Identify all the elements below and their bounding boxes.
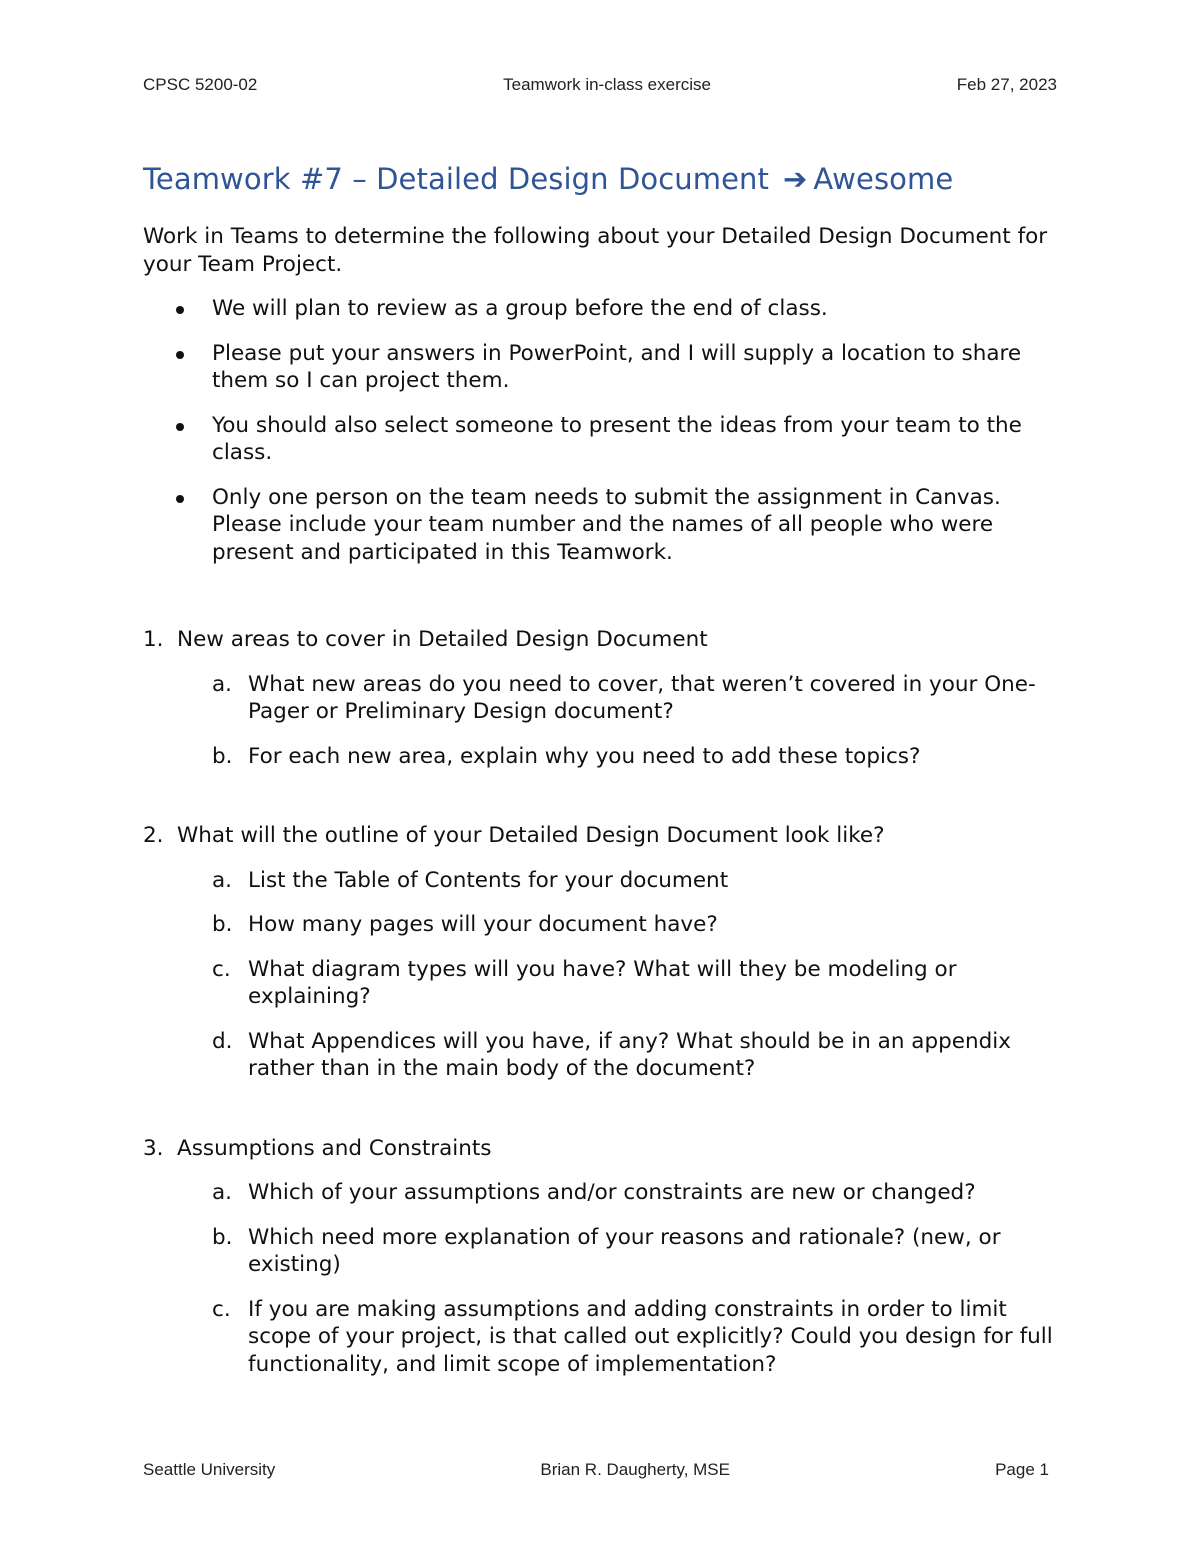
intro-paragraph: Work in Teams to determine the following about your Detailed Design Document for your Team Project. <box>143 224 1048 277</box>
sub-question-text: Which of your assumptions and/or constraints are new or changed? <box>248 1180 976 1205</box>
list-item-text: Please put your answers in PowerPoint, and I will supply a location to share them so I can project them. <box>212 340 1022 393</box>
instruction-list <box>143 295 1063 566</box>
sub-question <box>143 671 1063 726</box>
sub-question <box>143 743 1063 771</box>
list-item-text: You should also select someone to present the ideas from your team to the class. <box>212 412 1022 465</box>
title-tail: Awesome <box>813 162 954 196</box>
sub-question <box>143 1179 1063 1207</box>
header-course: CPSC 5200-02 <box>143 75 258 94</box>
page-header <box>143 75 1057 95</box>
sub-question-letter: a. <box>212 1180 233 1205</box>
sub-question-letter: a. <box>212 671 233 697</box>
footer-author: Brian R. Daugherty, MSE <box>540 1460 730 1479</box>
document-title <box>143 162 953 196</box>
list-item <box>143 340 1063 395</box>
question-number: 3. <box>143 1135 164 1161</box>
question-section-3 <box>143 1135 1063 1379</box>
document-body <box>143 223 1063 1395</box>
sub-question-text: Which need more explanation of your reasons and rationale? (new, or existing) <box>248 1224 1001 1277</box>
question-text: New areas to cover in Detailed Design Document <box>177 627 708 652</box>
sub-question-text: If you are making assumptions and adding constraints in order to limit scope of your project, is that called out explicitly? Could you design for full functionality, and limit scope of implementation? <box>248 1296 1053 1377</box>
sub-question <box>143 1028 1063 1083</box>
question-heading <box>143 822 1063 850</box>
question-section-1 <box>143 626 1063 770</box>
sub-question-text: How many pages will your document have? <box>248 912 718 937</box>
sub-question-letter: c. <box>212 956 231 982</box>
sub-question-text: For each new area, explain why you need to add these topics? <box>248 743 921 769</box>
bullet-icon <box>176 351 184 359</box>
header-date: Feb 27, 2023 <box>956 75 1057 94</box>
question-heading <box>143 626 1063 654</box>
question-number: 1. <box>143 627 164 652</box>
page-footer <box>143 1460 1057 1480</box>
list-item <box>143 295 1063 323</box>
sub-question <box>143 911 1063 939</box>
footer-page-number: Page 1 <box>995 1460 1049 1479</box>
sub-question-letter: b. <box>212 912 233 937</box>
sub-question <box>143 1296 1063 1379</box>
header-title: Teamwork in-class exercise <box>503 75 711 94</box>
sub-question-letter: d. <box>212 1028 233 1054</box>
bullet-icon <box>176 495 184 503</box>
bullet-icon <box>176 423 184 431</box>
question-text: Assumptions and Constraints <box>177 1135 492 1161</box>
question-text: What will the outline of your Detailed Design Document look like? <box>177 823 885 848</box>
sub-question-letter: c. <box>212 1296 231 1322</box>
sub-question-text: What Appendices will you have, if any? What should be in an appendix rather than in the main body of the document? <box>248 1028 1011 1081</box>
sub-question <box>143 867 1063 895</box>
bullet-icon <box>176 306 184 314</box>
title-main: Teamwork #7 – Detailed Design Document <box>143 162 770 196</box>
question-section-2 <box>143 822 1063 1083</box>
sub-question-letter: a. <box>212 867 233 893</box>
question-heading <box>143 1135 1063 1163</box>
sub-question <box>143 1224 1063 1279</box>
sub-question-text: List the Table of Contents for your document <box>248 867 729 893</box>
sub-question <box>143 956 1063 1011</box>
list-item-text: We will plan to review as a group before the end of class. <box>212 296 828 321</box>
sub-question-text: What diagram types will you have? What will they be modeling or explaining? <box>248 956 957 1009</box>
footer-institution: Seattle University <box>143 1460 276 1479</box>
list-item-text: Only one person on the team needs to submit the assignment in Canvas. Please include your team number and the names of all people who were present and participated in this Teamwork. <box>212 484 1001 565</box>
sub-question-letter: b. <box>212 1224 233 1250</box>
list-item <box>143 412 1063 467</box>
right-arrow-icon: ➔ <box>783 162 808 196</box>
question-number: 2. <box>143 823 164 848</box>
sub-question-letter: b. <box>212 743 233 769</box>
list-item <box>143 484 1063 567</box>
sub-question-text: What new areas do you need to cover, that weren’t covered in your One-Pager or Preliminary Design document? <box>248 671 1036 724</box>
